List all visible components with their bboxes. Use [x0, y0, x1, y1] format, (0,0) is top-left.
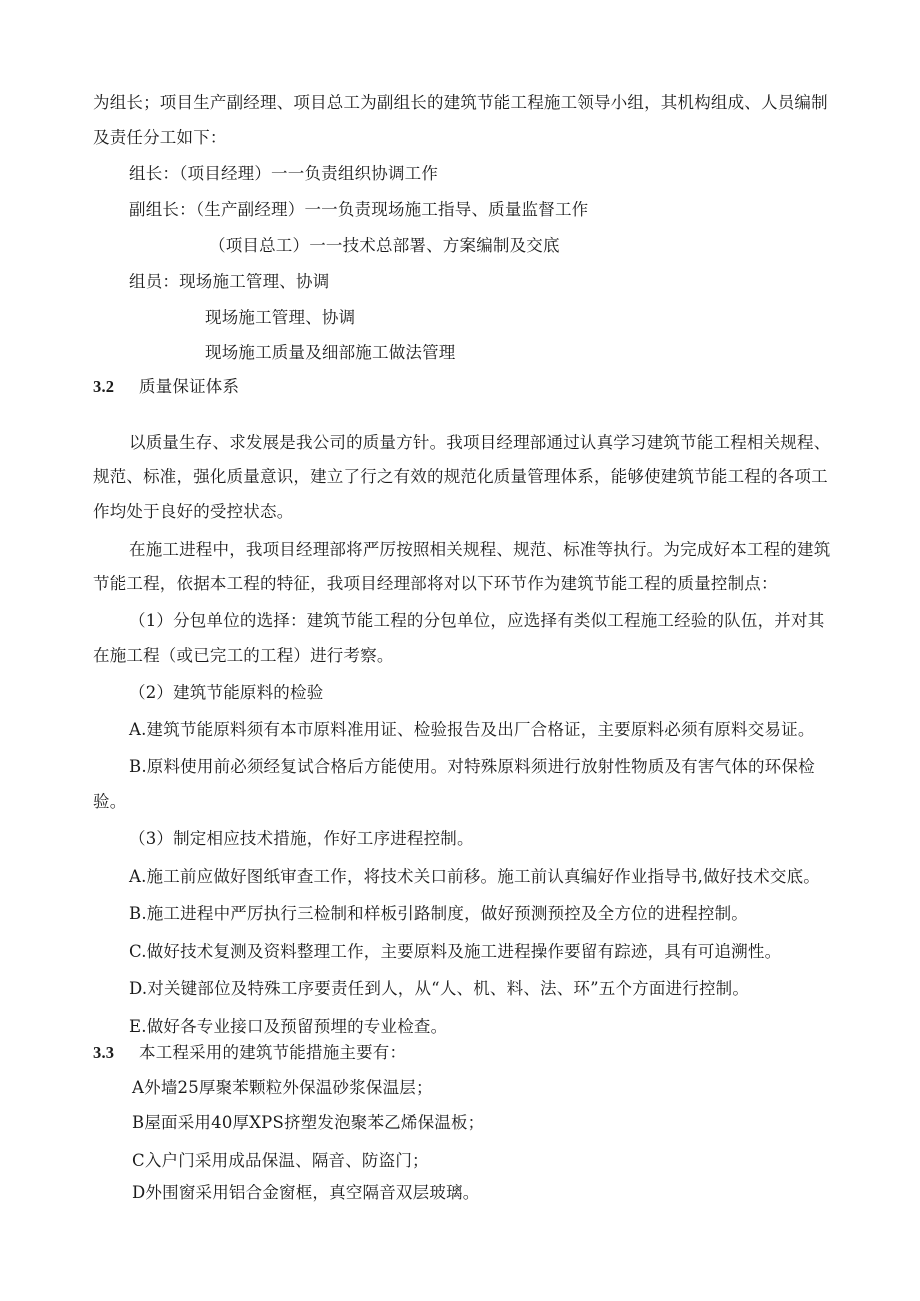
section-3-2-number: 3.2 [93, 377, 115, 396]
org-intro-line-1: 为组长；项目生产副经理、项目总工为副组长的建筑节能工程施工领导小组，其机构组成、人员编制 [93, 93, 828, 112]
org-member-3: 现场施工质量及细部施工做法管理 [205, 343, 456, 362]
s32-p2-line-2: 节能工程，依据本工程的特征，我项目经理部将对以下环节作为建筑节能工程的质量控制点： [93, 574, 778, 593]
s32-p1-line-2: 规范、标准，强化质量意识，建立了行之有效的规范化质量管理体系，能够使建筑节能工程的各项工 [93, 467, 828, 486]
org-member-1: 组员：现场施工管理、协调 [129, 272, 330, 291]
s32-item-3d: D.对关键部位及特殊工序要责任到人，从“人、机、料、法、环”五个方面进行控制。 [129, 979, 750, 998]
s33-item-a: A外墙25厚聚苯颗粒外保温砂浆保温层； [132, 1078, 433, 1097]
org-leader: 组长：（项目经理）一一负责组织协调工作 [129, 164, 439, 183]
s32-item-2a: A.建筑节能原料须有本市原料准用证、检验报告及出厂合格证，主要原料必须有原料交易证。 [129, 720, 815, 739]
section-3-2-title: 质量保证体系 [139, 377, 240, 396]
s32-item-2b-line-1: B.原料使用前必须经复试合格后方能使用。对特殊原料须进行放射性物质及有害气体的环保检 [129, 757, 815, 776]
s32-p1-line-3: 作均处于良好的受控状态。 [93, 502, 294, 521]
s32-item-3a: A.施工前应做好图纸审查工作，将技术关口前移。施工前认真编好作业指导书,做好技术交底。 [129, 867, 821, 886]
s32-p1-line-1: 以质量生存、求发展是我公司的质量方针。我项目经理部通过认真学习建筑节能工程相关规程、 [129, 433, 831, 452]
org-deputy-2: （项目总工）一一技术总部署、方案编制及交底 [209, 236, 560, 255]
s32-item-1-line-2: 在施工程（或已完工的工程）进行考察。 [93, 646, 394, 665]
s32-item-1-line-1: （1）分包单位的选择：建筑节能工程的分包单位，应选择有类似工程施工经验的队伍，并对其 [129, 611, 825, 630]
section-3-2-heading [93, 376, 239, 398]
org-member-2: 现场施工管理、协调 [205, 308, 356, 327]
section-3-3-heading [93, 1042, 406, 1064]
s33-item-d: D外围窗采用铝合金窗框，真空隔音双层玻璃。 [132, 1183, 480, 1202]
section-3-3-title: 本工程采用的建筑节能措施主要有： [139, 1043, 407, 1062]
s33-item-b: B屋面采用40厚XPS挤塑发泡聚苯乙烯保温板； [132, 1113, 485, 1132]
s32-item-2: （2）建筑节能原料的检验 [129, 683, 324, 702]
s32-item-3b: B.施工进程中严厉执行三检制和样板引路制度，做好预测预控及全方位的进程控制。 [129, 904, 748, 923]
s32-p2-line-1: 在施工进程中，我项目经理部将严厉按照相关规程、规范、标准等执行。为完成好本工程的建筑 [129, 540, 831, 559]
s32-item-3c: C.做好技术复测及资料整理工作，主要原料及施工进程操作要留有踪迹，具有可追溯性。 [129, 942, 782, 961]
org-deputy-1: 副组长：（生产副经理）一一负责现场施工指导、质量监督工作 [129, 200, 589, 219]
org-intro-line-2: 及责任分工如下： [93, 128, 227, 147]
s32-item-3: （3）制定相应技术措施，作好工序进程控制。 [129, 829, 474, 848]
s32-item-3e: E.做好各专业接口及预留预埋的专业检查。 [129, 1017, 448, 1036]
section-3-3-number: 3.3 [93, 1043, 115, 1062]
s33-item-c: C入户门采用成品保温、隔音、防盗门； [132, 1151, 429, 1170]
s32-item-2b-line-2: 验。 [93, 792, 127, 811]
